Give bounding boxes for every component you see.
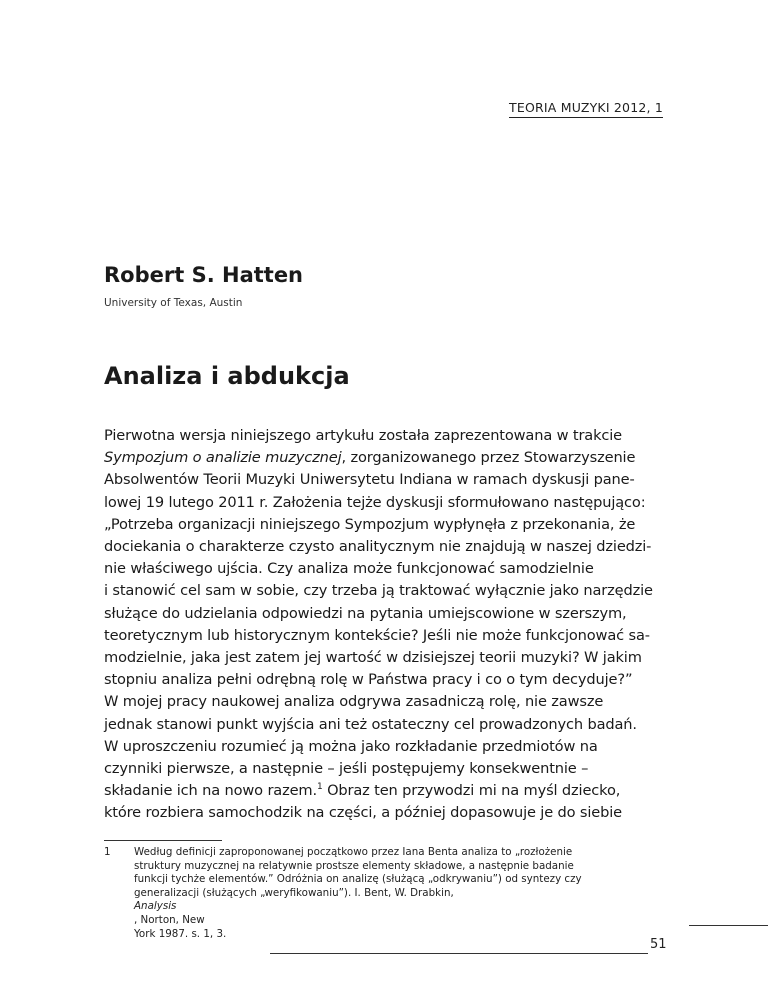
footnote-separator: [104, 840, 222, 841]
footnote-line: Według definicji zaproponowanej początkowo przez Iana Benta analiza to „rozłożenie: [134, 846, 573, 858]
text-line: [104, 780, 670, 802]
text-line: Absolwentów Teorii Muzyki Uniwersytetu Indiana w ramach dyskusji pane-: [104, 471, 635, 489]
text-span: generalizacji (służących „weryfikowaniu”). I. Bent, W. Drabkin,: [134, 886, 454, 899]
text-line: dociekania o charakterze czysto analitycznym nie znajdują w naszej dziedzi-: [104, 538, 652, 556]
footer-rule: [270, 953, 648, 954]
text-line: W uproszczeniu rozumieć ją można jako rozkładanie przedmiotów na: [104, 737, 598, 755]
footnote-text: [134, 846, 664, 941]
footnote-line: struktury muzycznej na relatywnie prostsze elementy składowe, a następnie badanie: [134, 859, 574, 872]
text-span: składanie ich na nowo razem.: [104, 782, 317, 800]
text-line: Pierwotna wersja niniejszego artykułu została zaprezentowana w trakcie: [104, 427, 622, 444]
article-title: Analiza i abdukcja: [104, 362, 350, 390]
decorative-rule-right: [689, 925, 768, 926]
italic-text: Analysis: [134, 900, 177, 913]
text-line: W mojej pracy naukowej analiza odgrywa zasadniczą rolę, nie zawsze: [104, 693, 604, 711]
text-line: i stanowić cel sam w sobie, czy trzeba ją traktować wyłącznie jako narzędzie: [104, 582, 653, 600]
text-line: nie właściwego ujścia. Czy analiza może funkcjonować samodzielnie: [104, 560, 594, 578]
italic-text: Sympozjum o analizie muzycznej: [104, 449, 342, 467]
footnote-line: funkcji tychże elementów.” Odróżnia on analizę (służącą „odkrywaniu”) od syntezy czy: [134, 873, 582, 886]
journal-header: TEORIA MUZYKI 2012, 1: [509, 100, 663, 118]
footnote-number: 1: [104, 846, 111, 858]
footnote-line: [134, 887, 664, 928]
text-line: teoretycznym lub historycznym kontekście? Jeśli nie może funkcjonować sa-: [104, 626, 650, 644]
text-span: , zorganizowanego przez Stowarzyszenie: [341, 449, 636, 467]
text-span: Obraz ten przywodzi mi na myśl dziecko,: [322, 782, 621, 800]
author-affiliation: University of Texas, Austin: [104, 297, 243, 309]
text-line: „Potrzeba organizacji niniejszego Sympozjum wypłynęła z przekonania, że: [104, 515, 636, 533]
article-body: [104, 425, 670, 825]
text-line: modzielnie, jaka jest zatem jej wartość w dzisiejszej teorii muzyki? W jakim: [104, 649, 642, 667]
text-line: stopniu analiza pełni odrębną rolę w Państwa pracy i co o tym decyduje?”: [104, 671, 633, 689]
paragraph-2: [104, 691, 670, 824]
paragraph-1: [104, 425, 670, 691]
footnote-ref[interactable]: 1: [317, 782, 323, 793]
text-line: które rozbiera samochodzik na części, a później dopasowuje je do siebie: [104, 804, 622, 822]
text-line: jednak stanowi punkt wyjścia ani też ostateczny cel prowadzonych badań.: [104, 715, 637, 733]
footnote-line: York 1987. s. 1, 3.: [134, 927, 227, 940]
text-line: [104, 447, 670, 469]
author-name: Robert S. Hatten: [104, 263, 304, 287]
text-line: czynniki pierwsze, a następnie – jeśli postępujemy konsekwentnie –: [104, 760, 589, 778]
text-line: lowej 19 lutego 2011 r. Założenia tejże dyskusji sformułowano następująco:: [104, 493, 646, 511]
footnote: [104, 846, 664, 941]
text-span: , Norton, New: [134, 913, 205, 926]
text-line: służące do udzielania odpowiedzi na pytania umiejscowione w szerszym,: [104, 604, 627, 622]
page-number: 51: [650, 937, 667, 952]
